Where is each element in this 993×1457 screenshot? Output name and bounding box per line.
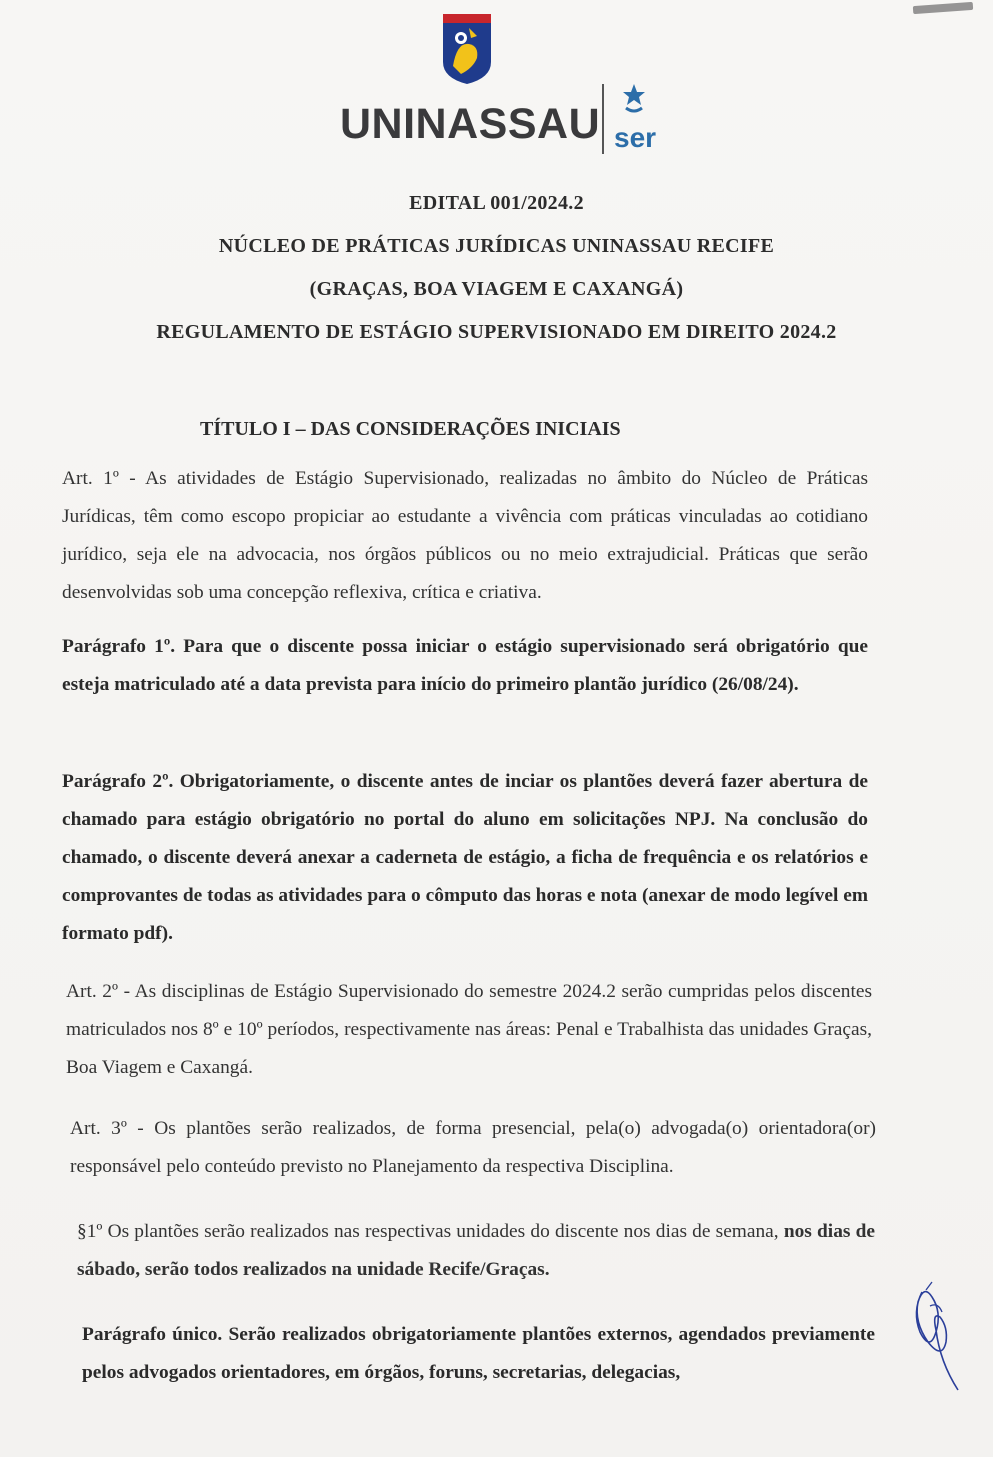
article-3: Art. 3º - Os plantões serão realizados, de forma presencial, pela(o) advogada(o) orientadora(or) responsável pelo conteúdo previsto no Planejamento da respectiva Disciplina. [70, 1118, 876, 1177]
paragrafo-unico: Parágrafo único. Serão realizados obrigatoriamente plantões externos, agendados previamente pelos advogados orientadores, em órgãos, foruns, secretarias, delegacias, [82, 1324, 875, 1383]
scan-corner-mark [913, 2, 973, 14]
unidades-title: (GRAÇAS, BOA VIAGEM E CAXANGÁ) [309, 278, 684, 300]
handwritten-signature [902, 1272, 972, 1402]
brand-name: UNINASSAU [340, 100, 601, 148]
titulo-i-heading: TÍTULO I – DAS CONSIDERAÇÕES INICIAIS [200, 418, 621, 440]
regulamento-title: REGULAMENTO DE ESTÁGIO SUPERVISIONADO EM DIREITO 2024.2 [156, 321, 837, 343]
section-1-bold: nos dias de sábado, serão todos realizados na unidade Recife/Graças. [77, 1221, 876, 1280]
edital-number: EDITAL 001/2024.2 [409, 192, 584, 214]
institution-logo [340, 14, 660, 154]
article-1: Art. 1º - As atividades de Estágio Supervisionado, realizadas no âmbito do Núcleo de Práticas Jurídicas, têm como escopo propiciar ao estudante a vivência com práticas vinculadas ao cotidiano jurídico, seja ele na advocacia, nos órgãos públicos ou no meio extrajudicial. Práticas que serão desenvolvidas sob uma concepção reflexiva, crítica e criativa. [62, 468, 868, 603]
section-1-normal: §1º Os plantões serão realizados nas respectivas unidades do discente nos dias de semana, [77, 1221, 784, 1242]
article-2: Art. 2º - As disciplinas de Estágio Supervisionado do semestre 2024.2 serão cumpridas pelos discentes matriculados nos 8º e 10º períodos, respectivamente nas áreas: Penal e Trabalhista das unidades Graças, Boa Viagem e Caxangá. [66, 981, 872, 1078]
nucleo-title: NÚCLEO DE PRÁTICAS JURÍDICAS UNINASSAU RECIFE [218, 235, 775, 257]
ser-logo-text: ser [614, 122, 657, 153]
paragraph-1: Parágrafo 1º. Para que o discente possa iniciar o estágio supervisionado será obrigatório que esteja matriculado até a data prevista para início do primeiro plantão jurídico (26/08/24). [62, 636, 868, 695]
section-1 [77, 1213, 875, 1289]
brand-divider [602, 84, 604, 154]
shield-logo-icon [443, 14, 491, 84]
paragraph-2: Parágrafo 2º. Obrigatoriamente, o discente antes de inciar os plantões deverá fazer abertura de chamado para estágio obrigatório no portal do aluno em solicitações NPJ. Na conclusão do chamado, o discente deverá anexar a caderneta de estágio, a ficha de frequência e os relatórios e comprovantes de todas as atividades para o cômputo das horas e nota (anexar de modo legível em formato pdf). [62, 771, 868, 944]
